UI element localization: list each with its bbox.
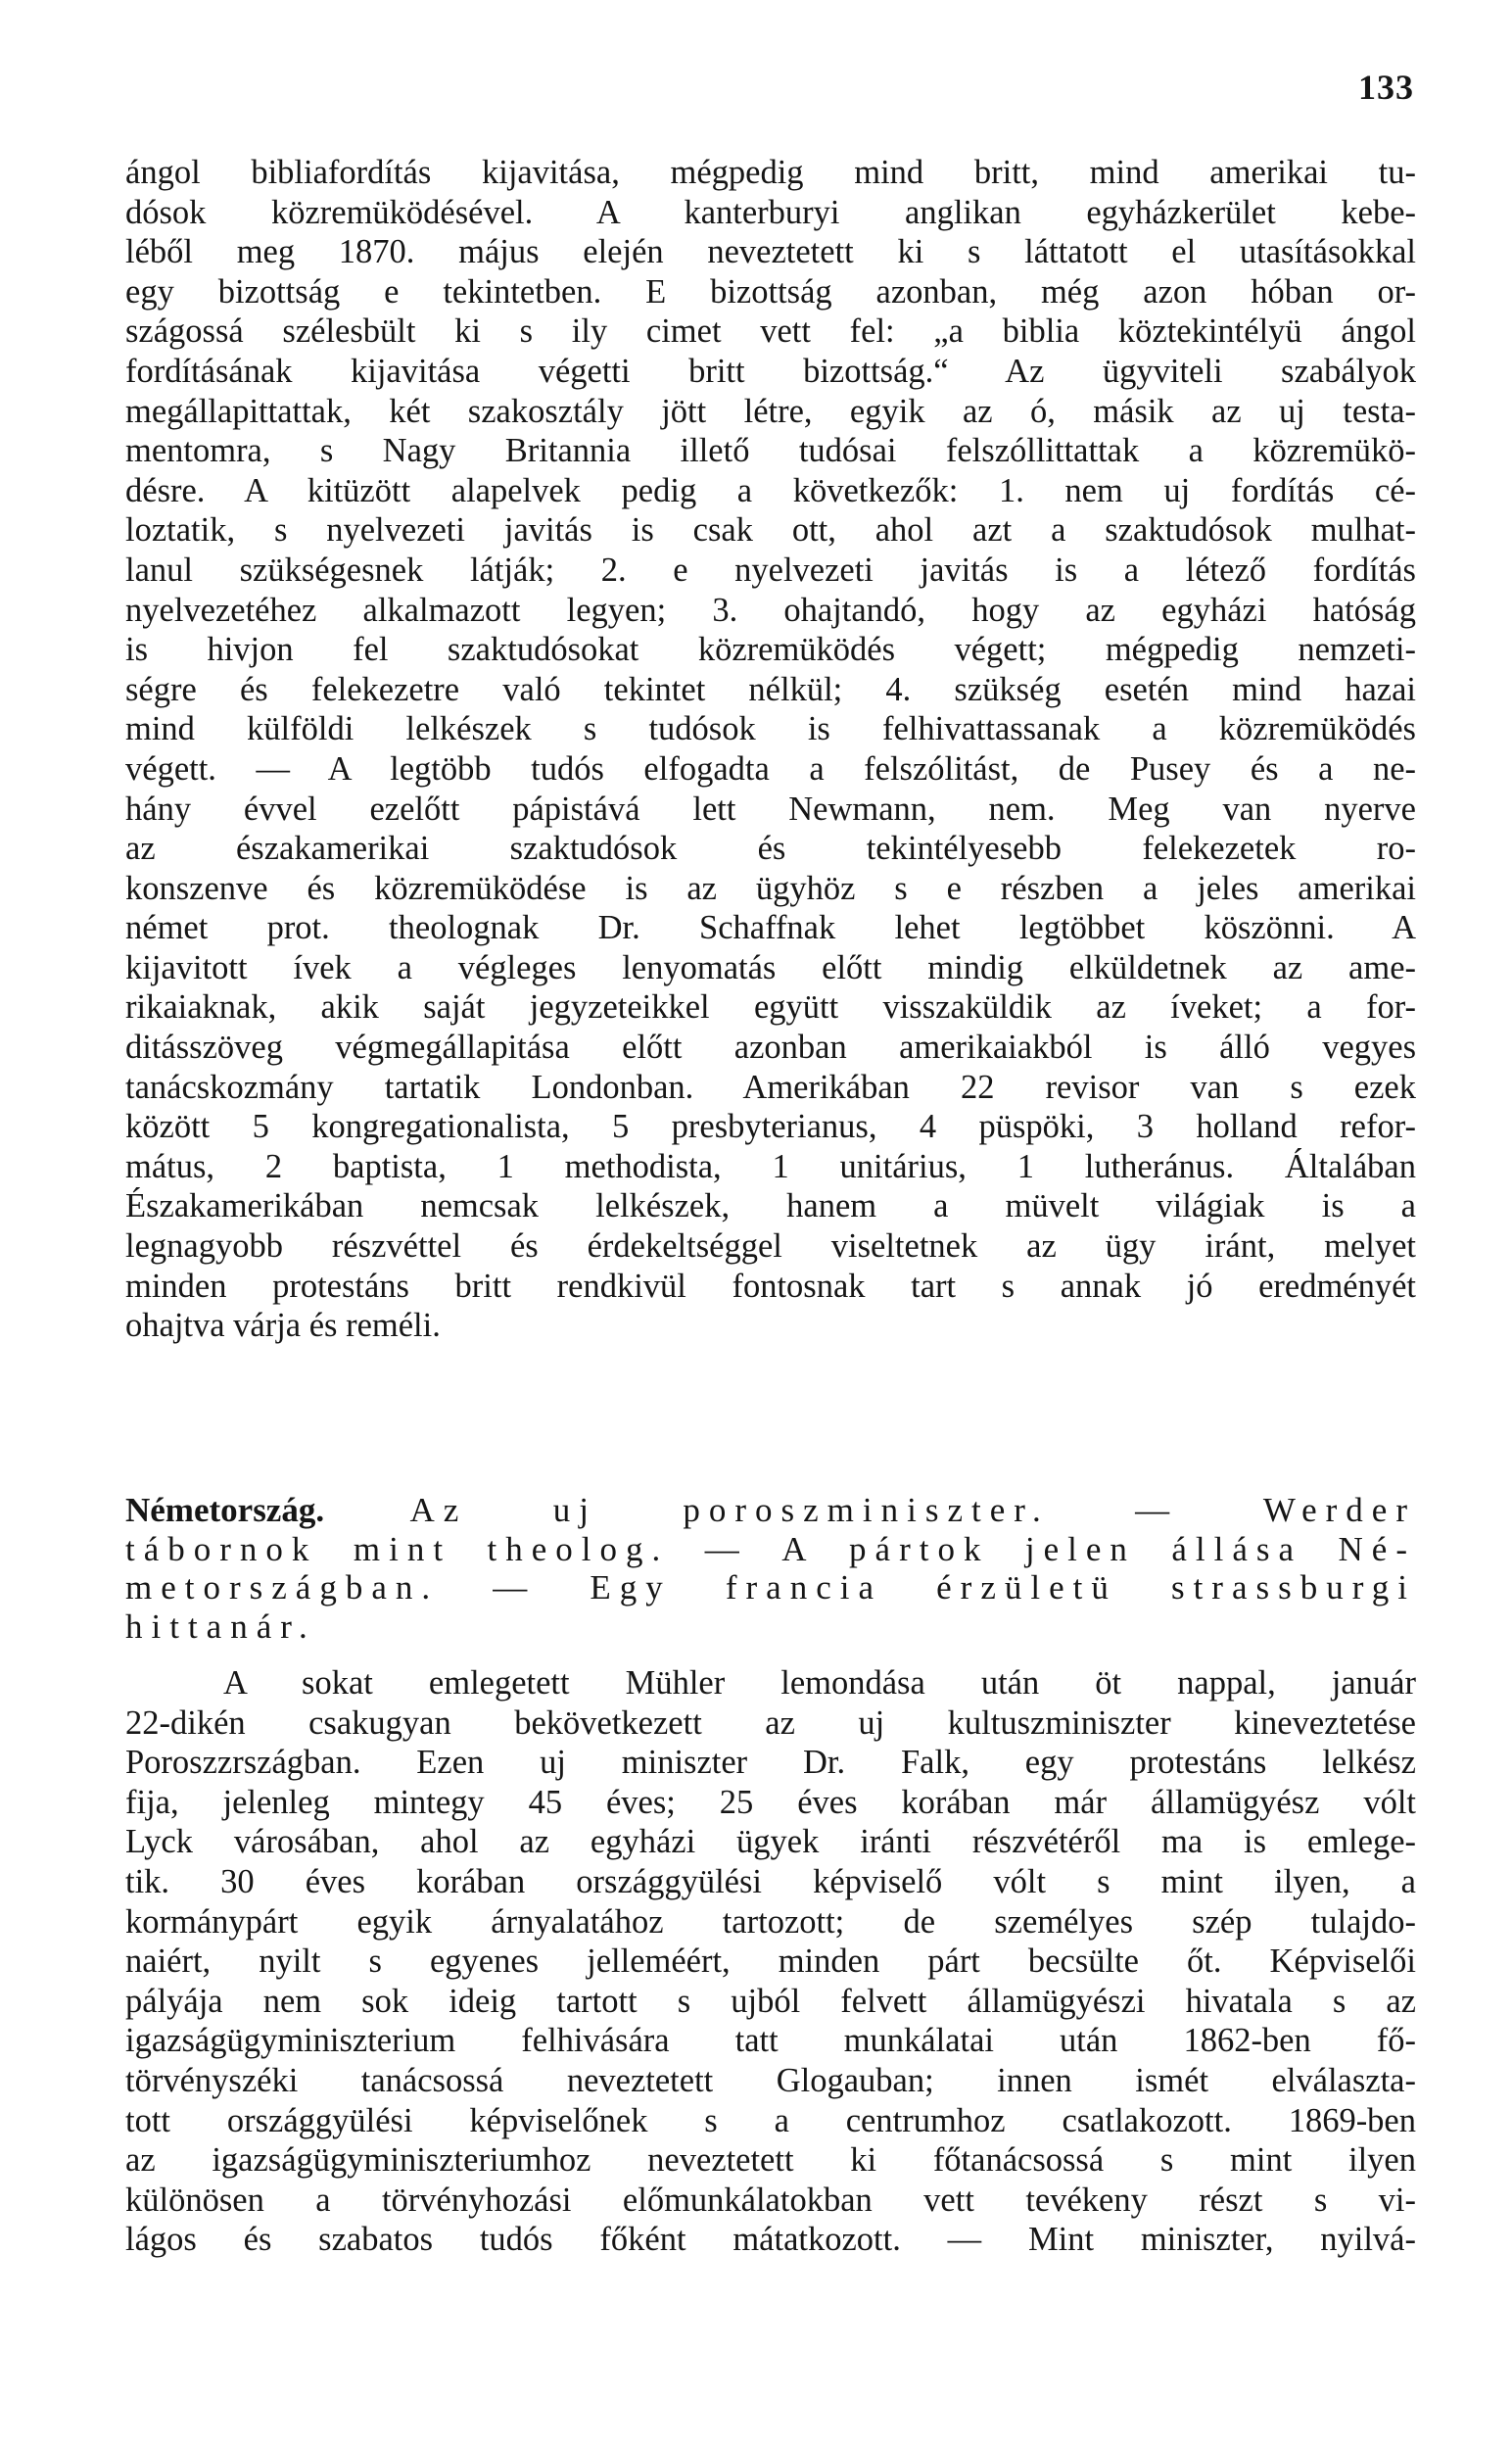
paragraph-bible-revision: [125, 153, 1416, 1346]
text-line: német prot. theolognak Dr. Schaffnak lehet legtöbbet köszönni. A: [125, 909, 1416, 947]
text-line: között 5 kongregationalista, 5 presbyterianus, 4 püspöki, 3 holland refor-: [125, 1108, 1416, 1146]
text-line: konszenve és közremüködése is az ügyhöz s e részben a jeles amerikai: [125, 869, 1416, 907]
section-heading-germany: [125, 1491, 1416, 1646]
text-line: tott országgyülési képviselőnek s a centrumhoz csatlakozott. 1869-ben: [125, 2101, 1416, 2139]
text-line: végett. — A legtöbb tudós elfogadta a felszólitást, de Pusey és a ne-: [125, 749, 1416, 788]
text-line: dósok közremüködésével. A kanterburyi anglikan egyházkerület kebe-: [125, 193, 1416, 231]
text-line: szágossá szélesbült ki s ily cimet vett fel: „a biblia köztekintélyü ángol: [125, 312, 1416, 351]
text-line: loztatik, s nyelvezeti javitás is csak ott, ahol azt a szaktudósok mulhat-: [125, 511, 1416, 550]
text-line: fija, jelenleg mintegy 45 éves; 25 éves korában már államügyész vólt: [125, 1783, 1416, 1821]
section-subtitle-line: metországban. — Egy francia érzületü strassburgi: [125, 1568, 1416, 1607]
text-line: mentomra, s Nagy Britannia illető tudósai felszóllittattak a közremükö-: [125, 432, 1416, 470]
text-line: is hivjon fel szaktudósokat közremüködés végett; mégpedig nemzeti-: [125, 631, 1416, 669]
text-line: Poroszzrszágban. Ezen uj miniszter Dr. Falk, egy protestáns lelkész: [125, 1744, 1416, 1782]
text-line: hány évvel ezelőtt pápistává lett Newmann, nem. Meg van nyerve: [125, 790, 1416, 828]
text-line: mind külföldi lelkészek s tudósok is felhivattassanak a közremüködés: [125, 710, 1416, 748]
text-line: A sokat emlegetett Mühler lemondása után öt nappal, január: [223, 1664, 1416, 1702]
text-line: Lyck városában, ahol az egyházi ügyek iránti részvétéről ma is emlege-: [125, 1823, 1416, 1861]
text-line: mátus, 2 baptista, 1 methodista, 1 unitárius, 1 lutheránus. Általában: [125, 1147, 1416, 1185]
text-line: Északamerikában nemcsak lelkészek, hanem a müvelt világiak is a: [125, 1187, 1416, 1225]
text-line: léből meg 1870. május elején neveztetett ki s láttatott el utasításokkal: [125, 233, 1416, 271]
page-number: 133: [1358, 68, 1414, 107]
text-line: igazságügyminiszterium felhivására tatt munkálatai után 1862-ben fő-: [125, 2022, 1416, 2060]
section-subtitle-line: tábornok mint theolog. — A pártok jelen állása Né-: [125, 1529, 1416, 1568]
text-line: megállapittattak, két szakosztály jött létre, egyik az ó, másik az uj testa-: [125, 392, 1416, 430]
text-line: tanácskozmány tartatik Londonban. Amerikában 22 revisor van s ezek: [125, 1068, 1416, 1106]
text-line: kijavitott ívek a végleges lenyomatás előtt mindig elküldetnek az ame-: [125, 948, 1416, 986]
text-line: egy bizottság e tekintetben. E bizottság azonban, még azon hóban or-: [125, 272, 1416, 311]
text-line: lanul szükségesnek látják; 2. e nyelvezeti javitás is a létező fordítás: [125, 551, 1416, 589]
section-title: Németország.: [125, 1491, 325, 1529]
text-line: tik. 30 éves korában országgyülési képviselő vólt s mint ilyen, a: [125, 1862, 1416, 1900]
text-line: pályája nem sok ideig tartott s ujból felvett államügyészi hivatala s az: [125, 1982, 1416, 2020]
text-line: különösen a törvényhozási előmunkálatokban vett tevékeny részt s vi-: [125, 2181, 1416, 2219]
text-line: törvényszéki tanácsossá neveztetett Glogauban; innen ismét elválaszta-: [125, 2061, 1416, 2099]
text-line: legnagyobb részvéttel és érdekeltséggel viseltetnek az ügy iránt, melyet: [125, 1227, 1416, 1266]
text-line: az északamerikai szaktudósok és tekintélyesebb felekezetek ro-: [125, 830, 1416, 868]
text-line: minden protestáns britt rendkivül fontosnak tart s annak jó eredményét: [125, 1267, 1416, 1305]
text-line: az igazságügyminiszteriumhoz neveztetett ki főtanácsossá s mint ilyen: [125, 2141, 1416, 2180]
text-line: lágos és szabatos tudós főként mátatkozott. — Mint miniszter, nyilvá-: [125, 2221, 1416, 2259]
text-line: kormánypárt egyik árnyalatához tartozott; de személyes szép tulajdo-: [125, 1902, 1416, 1941]
text-line: rikaiaknak, akik saját jegyzeteikkel együtt visszaküldik az íveket; a for-: [125, 988, 1416, 1027]
text-line: ángol bibliafordítás kijavitása, mégpedig mind britt, mind amerikai tu-: [125, 154, 1416, 191]
text-line: 22-dikén csakugyan bekövetkezett az uj kultuszminiszter kineveztetése: [125, 1703, 1416, 1742]
section-subtitle-line: hittanár.: [125, 1607, 316, 1646]
text-line: fordításának kijavitása végetti britt bizottság.“ Az ügyviteli szabályok: [125, 352, 1416, 390]
text-line: nyelvezetéhez alkalmazott legyen; 3. ohajtandó, hogy az egyházi hatóság: [125, 591, 1416, 629]
text-line: ségre és felekezetre való tekintet nélkül; 4. szükség esetén mind hazai: [125, 670, 1416, 708]
text-line: ohajtva várja és reméli.: [125, 1307, 441, 1345]
text-line: naiért, nyilt s egyenes jelleméért, minden párt becsülte őt. Képviselői: [125, 1942, 1416, 1981]
text-line: ditásszöveg végmegállapitása előtt azonban amerikaiakból is álló vegyes: [125, 1029, 1416, 1067]
section-subtitle-line: Az uj poroszminiszter. — Werder: [409, 1491, 1417, 1529]
paragraph-new-minister: [125, 1663, 1416, 2260]
text-line: désre. A kitüzött alapelvek pedig a következők: 1. nem uj fordítás cé-: [125, 471, 1416, 509]
